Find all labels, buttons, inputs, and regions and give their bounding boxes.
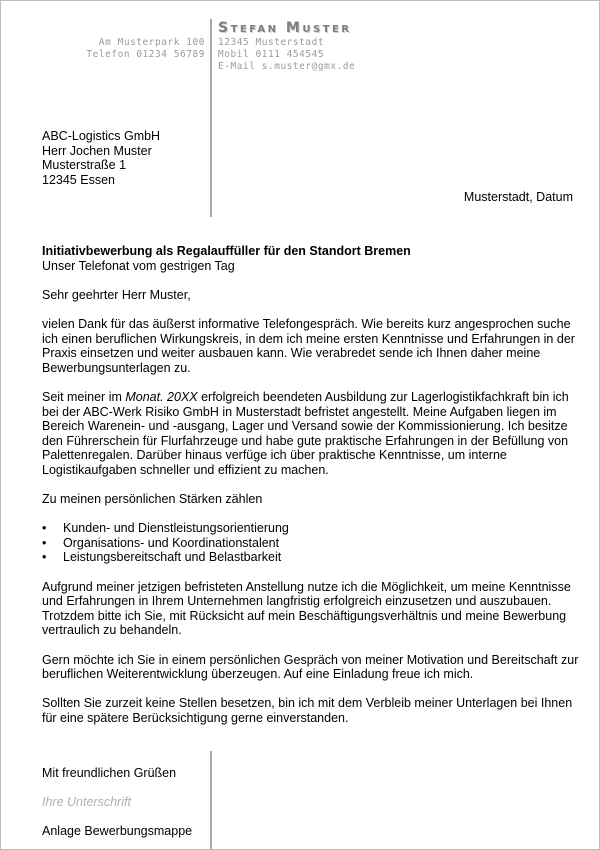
paragraph-experience-date: Monat. 20XX: [125, 389, 198, 404]
closing-greeting: Mit freundlichen Grüßen: [42, 766, 177, 780]
subject-line: Initiativbewerbung als Regalauffüller für den Standort Bremen: [42, 244, 411, 258]
paragraph-motivation: Aufgrund meiner jetzigen befristeten Anstellung nutze ich die Möglichkeit, um meine Kenntnisse und Erfahrungen in Ihrem Unternehmen langfristig erfolgreich einzusetzen und auszubauen. Trotzdem bitte ich Sie, mit Rücksicht auf mein Beschäftigungsverhältnis und meine Bewerbung vertraulich zu behandeln.: [42, 579, 571, 638]
recipient-company: ABC-Logistics GmbH: [42, 129, 161, 143]
sender-phone: Telefon 01234 56789: [86, 49, 205, 60]
salutation: Sehr geehrter Herr Muster,: [42, 287, 191, 302]
sender-address-left: [86, 37, 205, 61]
paragraph-experience: [42, 390, 580, 478]
list-item: • Leistungsbereitschaft und Belastbarkeit: [42, 550, 580, 565]
sender-mobile: Mobil 0111 454545: [218, 49, 325, 60]
sender-address-right: [218, 37, 355, 73]
strengths-intro: Zu meinen persönlichen Stärken zählen: [42, 492, 263, 507]
sender-street: Am Musterpark 100: [98, 37, 205, 48]
list-item: • Organisations- und Koordinationstalent: [42, 536, 580, 551]
recipient-city: 12345 Essen: [42, 172, 115, 187]
place-date: Musterstadt, Datum: [463, 190, 573, 204]
signature-placeholder: Ihre Unterschrift: [42, 795, 131, 809]
recipient-street: Musterstraße 1: [42, 158, 127, 173]
footer-divider-line: [210, 751, 212, 850]
reference-line: Unser Telefonat vom gestrigen Tag: [42, 258, 235, 273]
list-item: • Kunden- und Dienstleistungsorientierung: [42, 521, 580, 536]
sender-email: E-Mail s.muster@gmx.de: [218, 61, 356, 72]
letter-body: [42, 244, 580, 726]
paragraph-intro: vielen Dank für das äußerst informative Telefongespräch. Wie bereits kurz angesprochen suche ich einen beruflichen Wirkungskreis, in dem ich meine ersten Kenntnisse und Erfahrungen in der Praxis einsetzen und weiter ausbauen kann. Wie verabredet sende ich Ihnen daher meine Bewerbungsunterlagen zu.: [42, 316, 575, 375]
header-divider-line: [210, 19, 212, 217]
paragraph-experience-start: Seit meiner im: [42, 389, 126, 404]
sender-city: 12345 Musterstadt: [218, 37, 325, 48]
paragraph-experience-rest: erfolgreich beendeten Ausbildung zur Lagerlogistikfachkraft bin ich bei der ABC-Werk Risiko GmbH in Musterstadt befristet angestellt. Meine Aufgaben liegen im Bereich Warenein- und -ausgang, Lager und Versand sowie der Kommissionierung. Ich besitze den Führerschein für Flurfahrzeuge und habe gute praktische Erfahrungen in der Befüllung von Palettenregalen. Darüber hinaus verfüge ich über praktische Kenntnisse, um interne Logistikaufgaben schneller und effizient zu machen.: [42, 389, 569, 477]
recipient-address: [42, 129, 160, 187]
enclosure-note: Anlage Bewerbungsmappe: [42, 824, 193, 838]
sender-name: Stefan Muster: [218, 20, 352, 36]
recipient-person: Herr Jochen Muster: [42, 143, 152, 158]
paragraph-interview: Gern möchte ich Sie in einem persönlichen Gespräch von meiner Motivation und Bereitschaft zur beruflichen Weiterentwicklung überzeugen. Auf eine Einladung freue ich mich.: [42, 652, 579, 682]
strengths-list: [42, 521, 580, 565]
paragraph-fallback: Sollten Sie zurzeit keine Stellen besetzen, bin ich mit dem Verbleib meiner Unterlagen bei Ihnen für eine spätere Berücksichtigung gerne einverstanden.: [42, 696, 573, 725]
